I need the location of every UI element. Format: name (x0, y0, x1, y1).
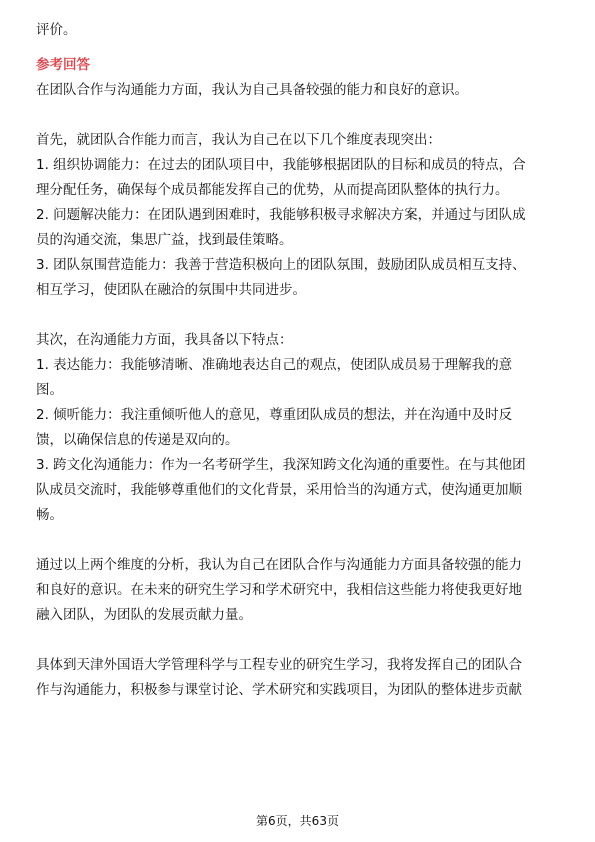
text-line: 和良好的意识。在未来的研究生学习和学术研究中，我相信这些能力将使我更好地 (36, 582, 522, 598)
text-line: 畅。 (36, 507, 63, 523)
paragraph-gap (36, 103, 556, 128)
previous-answer-tail: 评价。 (36, 22, 77, 38)
paragraph-teamwork (36, 128, 556, 303)
paragraph-summary (36, 553, 556, 628)
text-line: 馈，以确保信息的传递是双向的。 (36, 432, 239, 448)
text-line: 员的沟通交流，集思广益，找到最佳策略。 (36, 232, 293, 248)
text-line: 相互学习，使团队在融洽的氛围中共同进步。 (36, 282, 306, 298)
section-heading: 参考回答 (36, 57, 90, 73)
text-line: 3. 跨文化沟通能力：作为一名考研学生，我深知跨文化沟通的重要性。在与其他团 (36, 457, 526, 473)
page-number: 第6页，共63页 (256, 814, 339, 828)
text-line: 作与沟通能力，积极参与课堂讨论、学术研究和实践项目，为团队的整体进步贡献 (36, 682, 522, 698)
text-line: 通过以上两个维度的分析，我认为自己在团队合作与沟通能力方面具备较强的能力 (36, 557, 522, 573)
text-line: 首先，就团队合作能力而言，我认为自己在以下几个维度表现突出： (36, 132, 441, 148)
text-line: 1. 表达能力：我能够清晰、准确地表达自己的观点，使团队成员易于理解我的意 (36, 357, 513, 373)
text-line: 1. 组织协调能力：在过去的团队项目中，我能够根据团队的目标和成员的特点，合 (36, 157, 526, 173)
text-line: 2. 问题解决能力：在团队遇到困难时，我能够积极寻求解决方案，并通过与团队成 (36, 207, 526, 223)
text-line: 队成员交流时，我能够尊重他们的文化背景，采用恰当的沟通方式，使沟通更加顺 (36, 482, 522, 498)
paragraph-gap (36, 628, 556, 653)
paragraph-gap (36, 528, 556, 553)
text-line: 3. 团队氛围营造能力：我善于营造积极向上的团队氛围，鼓励团队成员相互支持、 (36, 257, 526, 273)
text-line: 具体到天津外国语大学管理科学与工程专业的研究生学习，我将发挥自己的团队合 (36, 657, 522, 673)
document-body (36, 18, 556, 703)
paragraph-gap (36, 303, 556, 328)
text-line: 融入团队，为团队的发展贡献力量。 (36, 607, 252, 623)
paragraph-specific (36, 653, 556, 703)
text-line: 其次，在沟通能力方面，我具备以下特点： (36, 332, 293, 348)
text-line: 理分配任务，确保每个成员都能发挥自己的优势，从而提高团队整体的执行力。 (36, 182, 509, 198)
text-line: 2. 倾听能力：我注重倾听他人的意见，尊重团队成员的想法，并在沟通中及时反 (36, 407, 513, 423)
intro-line: 在团队合作与沟通能力方面，我认为自己具备较强的能力和良好的意识。 (36, 82, 468, 98)
paragraph-communication (36, 328, 556, 528)
text-line: 图。 (36, 382, 63, 398)
